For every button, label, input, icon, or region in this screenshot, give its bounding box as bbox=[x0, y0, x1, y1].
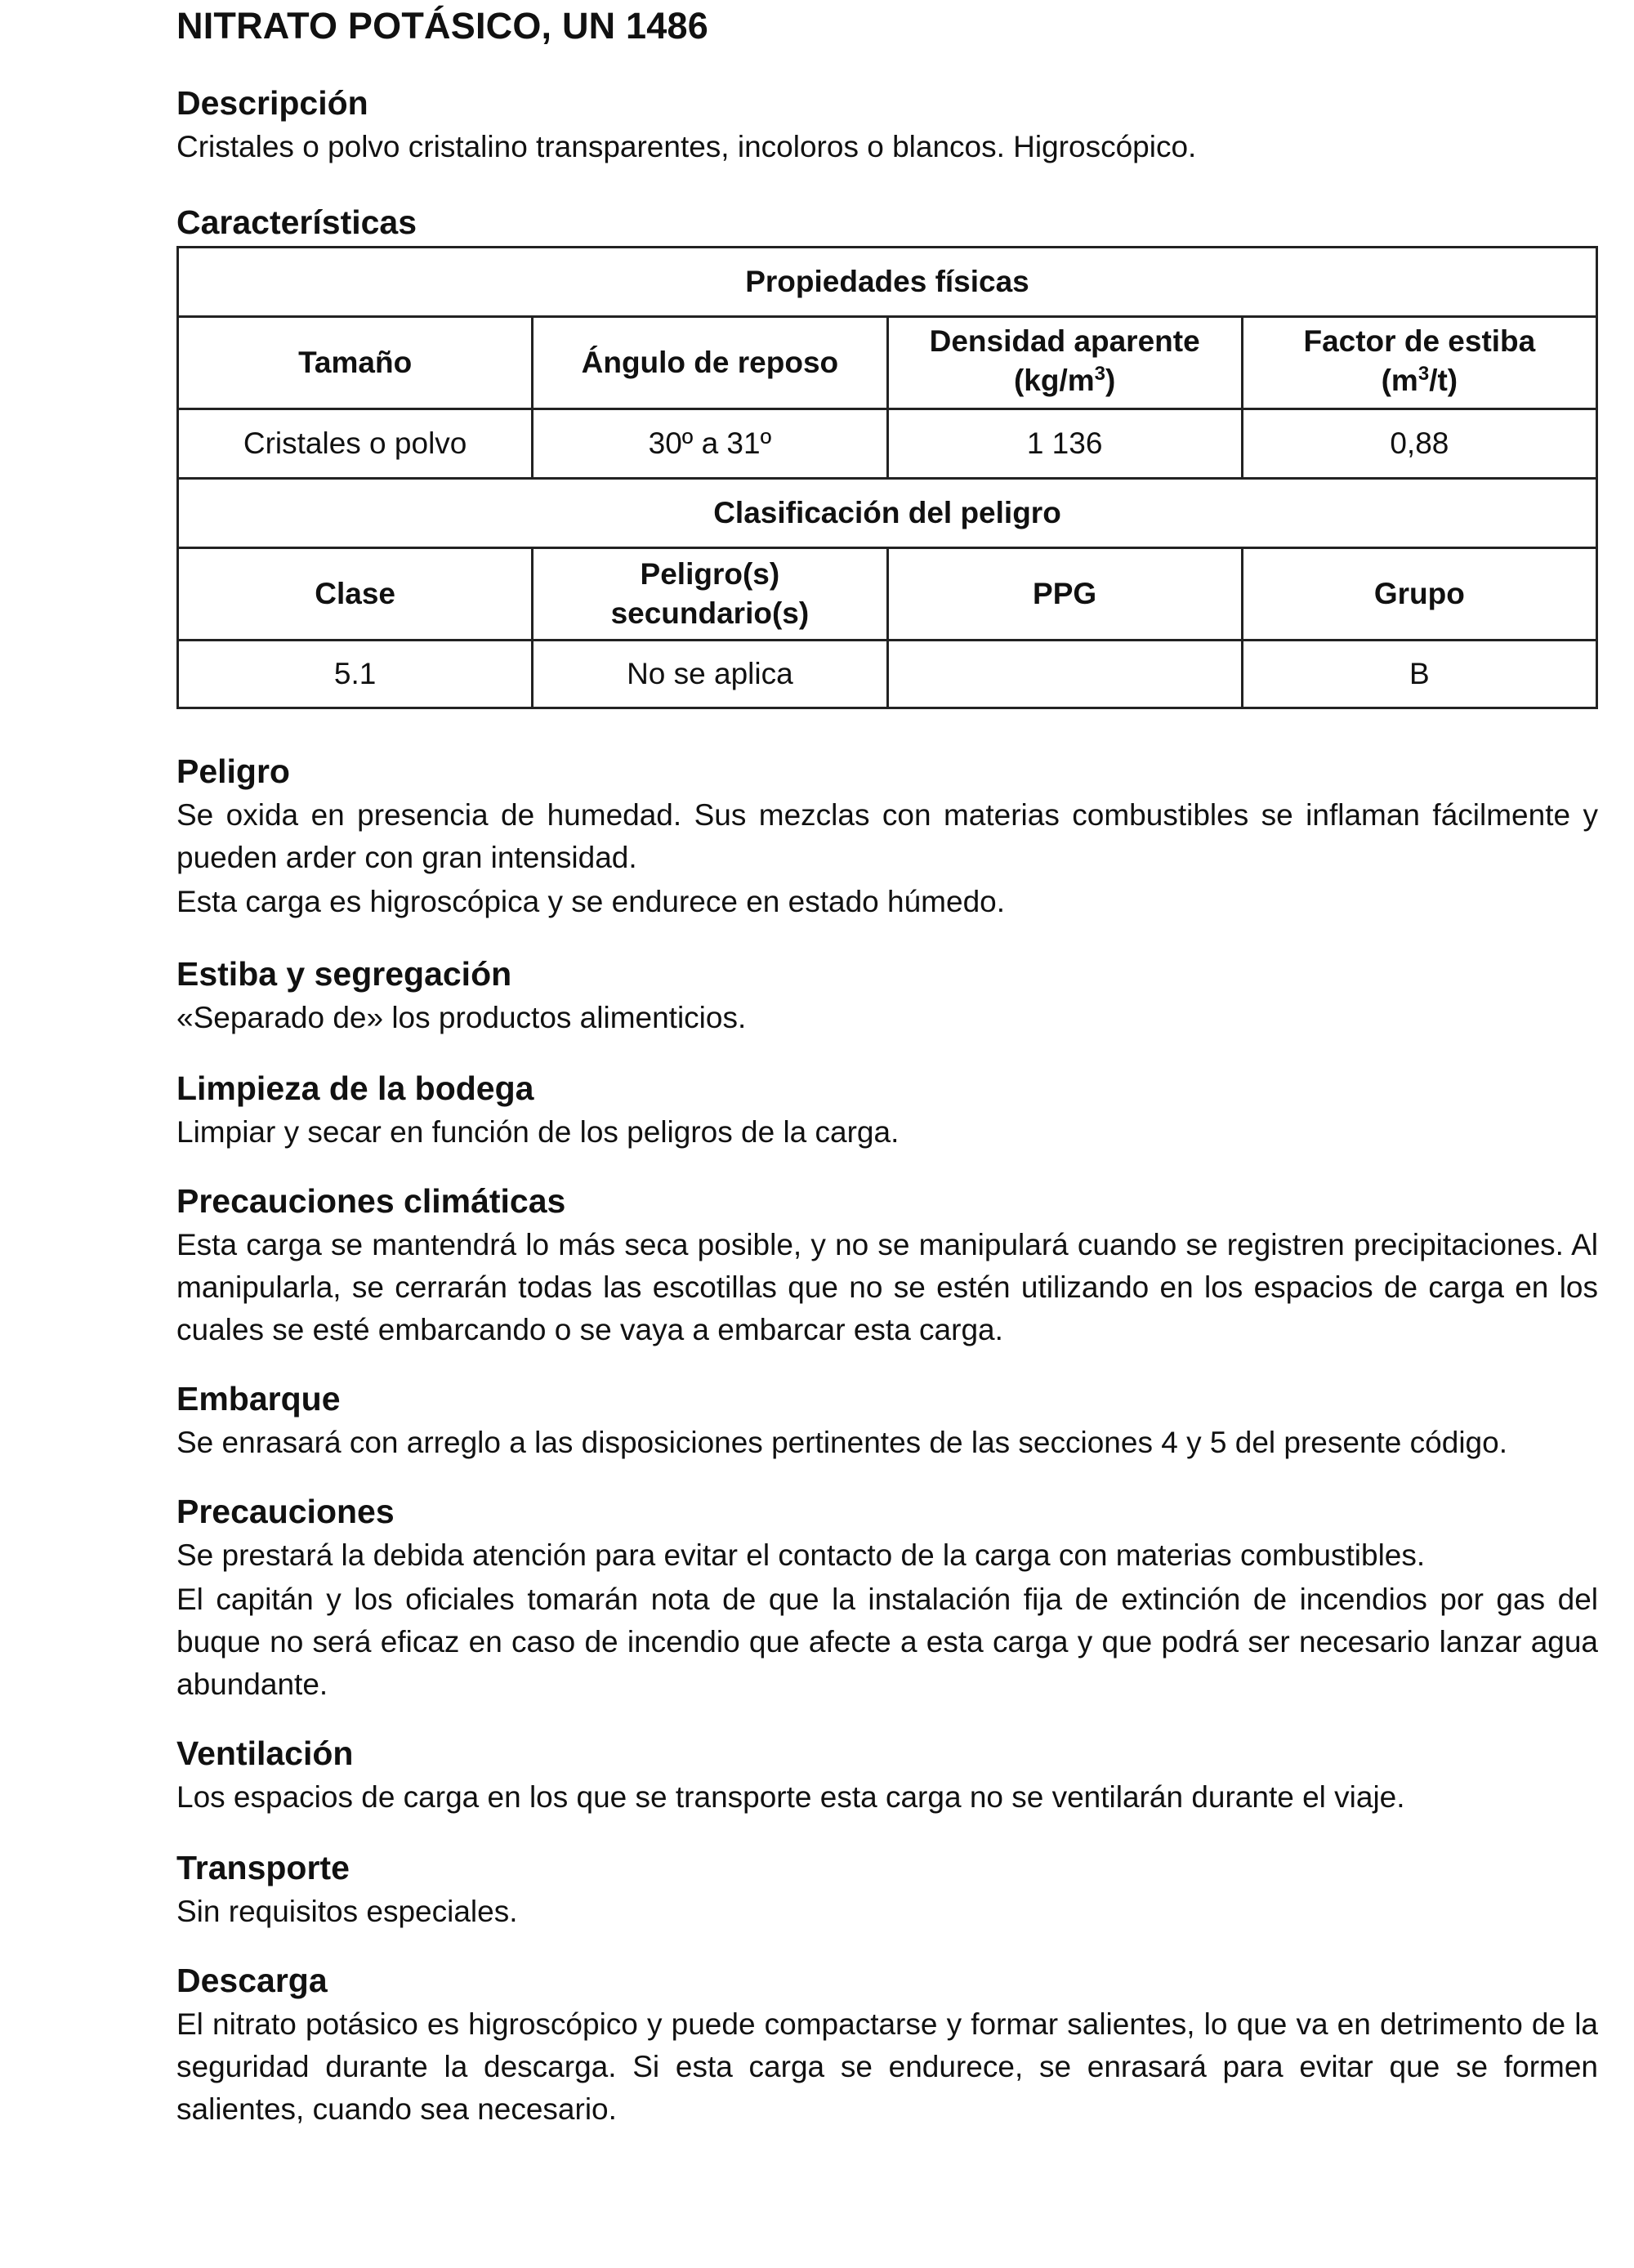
header-stowage-label: Factor de estiba bbox=[1303, 324, 1536, 358]
section-precauciones bbox=[176, 1489, 1598, 1706]
hazard-classification-title: Clasificación del peligro bbox=[178, 479, 1597, 548]
section-embarque bbox=[176, 1376, 1598, 1464]
header-class: Clase bbox=[178, 548, 533, 641]
section-text: El nitrato potásico es higroscópico y puede compactarse y formar salientes, lo que va en detrimento de la seguridad durante la descarga. Si esta carga se endurece, se enrasará para evitar que se formen salientes, cuando sea necesario. bbox=[176, 2007, 1598, 2126]
section-text: Limpiar y secar en función de los peligros de la carga. bbox=[176, 1115, 900, 1149]
section-paragraph: El capitán y los oficiales tomarán nota de que la instalación fija de extinción de incendios por gas del buque no será eficaz en caso de incendio que afecte a esta carga y que podrá ser necesario lanzar agua abundante. bbox=[176, 1583, 1598, 1701]
unit-text: (kg/m bbox=[1013, 363, 1095, 397]
section-paragraph: Se oxida en presencia de humedad. Sus mezclas con materias combustibles se inflaman fácilmente y pueden arder con gran intensidad. bbox=[176, 798, 1598, 874]
section-heading: Descarga bbox=[176, 1962, 328, 1999]
header-angle: Ángulo de reposo bbox=[533, 317, 887, 409]
document-title: NITRATO POTÁSICO, UN 1486 bbox=[176, 5, 708, 47]
section-heading: Peligro bbox=[176, 752, 290, 790]
unit-text: /t) bbox=[1429, 363, 1458, 397]
value-stowage-factor: 0,88 bbox=[1242, 409, 1596, 479]
section-estiba bbox=[176, 951, 1598, 1039]
value-secondary-hazard: No se aplica bbox=[533, 641, 887, 708]
value-density: 1 136 bbox=[887, 409, 1242, 479]
properties-table bbox=[176, 246, 1598, 709]
section-heading: Precauciones climáticas bbox=[176, 1182, 566, 1220]
section-ventilacion bbox=[176, 1730, 1598, 1819]
section-text: Los espacios de carga en los que se transporte esta carga no se ventilarán durante el viaje. bbox=[176, 1780, 1405, 1814]
unit-superscript: 3 bbox=[1094, 362, 1105, 385]
header-density-unit bbox=[897, 361, 1233, 404]
section-precauciones-climaticas bbox=[176, 1178, 1598, 1351]
section-text: Sin requisitos especiales. bbox=[176, 1895, 518, 1928]
section-peligro bbox=[176, 748, 1598, 923]
section-text: «Separado de» los productos alimenticios. bbox=[176, 1001, 747, 1034]
value-class: 5.1 bbox=[178, 641, 533, 708]
section-limpieza bbox=[176, 1065, 1598, 1154]
section-heading: Ventilación bbox=[176, 1734, 354, 1772]
section-text: Se enrasará con arreglo a las disposiciones pertinentes de las secciones 4 y 5 del presente código. bbox=[176, 1426, 1507, 1459]
section-text: Cristales o polvo cristalino transparentes, incoloros o blancos. Higroscópico. bbox=[176, 130, 1197, 163]
section-transporte bbox=[176, 1845, 1598, 1933]
section-heading: Descripción bbox=[176, 84, 368, 122]
header-density bbox=[887, 317, 1242, 409]
header-stowage-factor bbox=[1242, 317, 1596, 409]
header-density-label: Densidad aparente bbox=[929, 324, 1200, 358]
header-stowage-unit bbox=[1252, 361, 1587, 404]
unit-superscript: 3 bbox=[1417, 362, 1430, 385]
header-group: Grupo bbox=[1242, 548, 1596, 641]
unit-text: (m bbox=[1381, 363, 1418, 397]
header-secondary-line2: secundario(s) bbox=[610, 596, 810, 630]
physical-properties-title: Propiedades físicas bbox=[178, 248, 1597, 317]
section-heading: Estiba y segregación bbox=[176, 955, 512, 993]
section-heading: Precauciones bbox=[176, 1493, 395, 1530]
value-size: Cristales o polvo bbox=[178, 409, 533, 479]
value-angle: 30º a 31º bbox=[533, 409, 887, 479]
value-ppg bbox=[887, 641, 1242, 708]
header-ppg: PPG bbox=[887, 548, 1242, 641]
section-heading: Transporte bbox=[176, 1849, 350, 1886]
header-secondary-line1: Peligro(s) bbox=[640, 557, 780, 591]
section-descripcion bbox=[176, 80, 1598, 168]
section-descarga bbox=[176, 1958, 1598, 2131]
section-paragraph: Esta carga es higroscópica y se endurece en estado húmedo. bbox=[176, 885, 1006, 918]
section-paragraph: Se prestará la debida atención para evitar el contacto de la carga con materias combustibles. bbox=[176, 1538, 1426, 1572]
section-heading: Características bbox=[176, 203, 417, 241]
unit-text: ) bbox=[1105, 363, 1116, 397]
value-group: B bbox=[1242, 641, 1596, 708]
section-caracteristicas bbox=[176, 199, 1598, 245]
header-secondary-hazard bbox=[533, 548, 887, 641]
section-text: Esta carga se mantendrá lo más seca posible, y no se manipulará cuando se registren precipitaciones. Al manipularla, se cerrarán todas las escotillas que no se estén utilizando en los espacios de carga en los cuales se esté embarcando o se vaya a embarcar esta carga. bbox=[176, 1228, 1598, 1346]
header-size: Tamaño bbox=[178, 317, 533, 409]
section-heading: Embarque bbox=[176, 1380, 341, 1418]
section-heading: Limpieza de la bodega bbox=[176, 1069, 534, 1107]
